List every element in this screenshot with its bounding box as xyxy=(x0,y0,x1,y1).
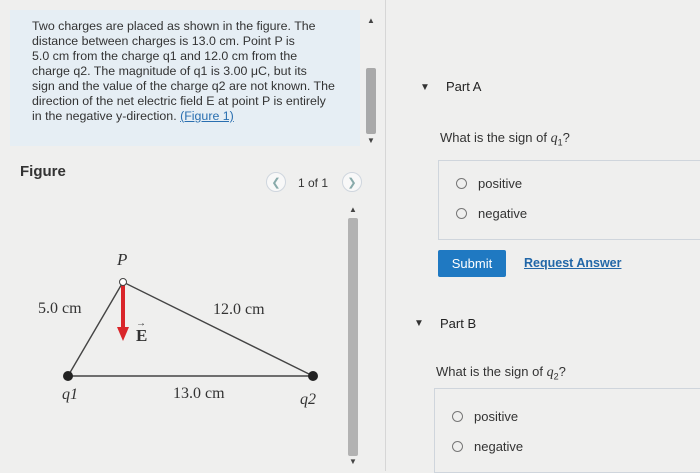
side-q1-p xyxy=(68,282,123,376)
figure-scroll-thumb[interactable] xyxy=(348,218,358,456)
label-12cm: 12.0 cm xyxy=(213,301,265,318)
label-p: P xyxy=(117,250,128,269)
problem-line: charge q2. The magnitude of q1 is 3.00 μC, but its xyxy=(32,64,307,78)
scroll-down-icon[interactable]: ▼ xyxy=(349,457,357,466)
radio-button[interactable] xyxy=(456,208,467,219)
option-negative[interactable] xyxy=(456,206,527,221)
part-a-question: What is the sign of $q_1$? xyxy=(440,130,570,148)
scroll-down-icon[interactable]: ▼ xyxy=(367,136,375,145)
figure-pager: 1 of 1 xyxy=(298,176,329,190)
collapse-part-a-icon[interactable]: ▼ xyxy=(420,82,430,93)
field-arrowhead xyxy=(117,327,129,341)
option-negative[interactable] xyxy=(452,439,523,454)
problem-line: Two charges are placed as shown in the figure. The xyxy=(32,19,316,33)
problem-line: 5.0 cm from the charge q1 and 12.0 cm from the xyxy=(32,49,298,63)
figure-link[interactable]: (Figure 1) xyxy=(180,109,234,123)
submit-button[interactable]: Submit xyxy=(438,250,506,277)
option-label: positive xyxy=(474,409,519,424)
side-p-q2 xyxy=(123,282,313,376)
problem-line xyxy=(32,109,350,124)
radio-button[interactable] xyxy=(452,441,463,452)
panel-divider xyxy=(385,0,386,471)
figure-title: Figure xyxy=(20,163,66,180)
problem-statement xyxy=(10,10,360,146)
option-label: negative xyxy=(478,206,528,221)
charge-q1-dot xyxy=(63,371,73,381)
problem-line: sign and the value of the charge q2 are not known. The xyxy=(32,79,335,93)
label-q1: q1 xyxy=(62,386,78,403)
point-p xyxy=(120,279,127,286)
part-a-title[interactable]: Part A xyxy=(446,79,482,94)
request-answer-link[interactable]: Request Answer xyxy=(524,256,622,270)
problem-line: direction of the net electric field E at point P is entirely xyxy=(32,94,326,108)
part-b-title[interactable]: Part B xyxy=(440,316,477,331)
problem-line: distance between charges is 13.0 cm. Point P is xyxy=(32,34,295,48)
charge-q2-dot xyxy=(308,371,318,381)
vector-arrow-icon: → xyxy=(136,318,146,329)
part-a-options xyxy=(438,160,700,240)
scroll-up-icon[interactable]: ▲ xyxy=(349,205,357,214)
part-b-question: What is the sign of $q_2$? xyxy=(436,364,566,382)
radio-button[interactable] xyxy=(456,178,467,189)
radio-button[interactable] xyxy=(452,411,463,422)
label-e: E xyxy=(136,326,148,345)
scroll-up-icon[interactable]: ▲ xyxy=(367,16,375,25)
chevron-right-icon[interactable]: ❯ xyxy=(342,172,362,192)
option-positive[interactable] xyxy=(456,176,522,191)
figure-canvas xyxy=(8,195,348,467)
label-q2: q2 xyxy=(300,391,316,408)
option-label: negative xyxy=(474,439,524,454)
collapse-part-b-icon[interactable]: ▼ xyxy=(414,318,424,329)
label-5cm: 5.0 cm xyxy=(38,300,82,317)
problem-scroll-thumb[interactable] xyxy=(366,68,376,134)
option-label: positive xyxy=(478,176,523,191)
label-13cm: 13.0 cm xyxy=(173,385,225,402)
triangle-diagram xyxy=(8,195,348,467)
problem-line-text: in the negative y-direction. xyxy=(32,109,177,123)
chevron-left-icon[interactable]: ❮ xyxy=(266,172,286,192)
part-b-options xyxy=(434,388,700,473)
option-positive[interactable] xyxy=(452,409,518,424)
